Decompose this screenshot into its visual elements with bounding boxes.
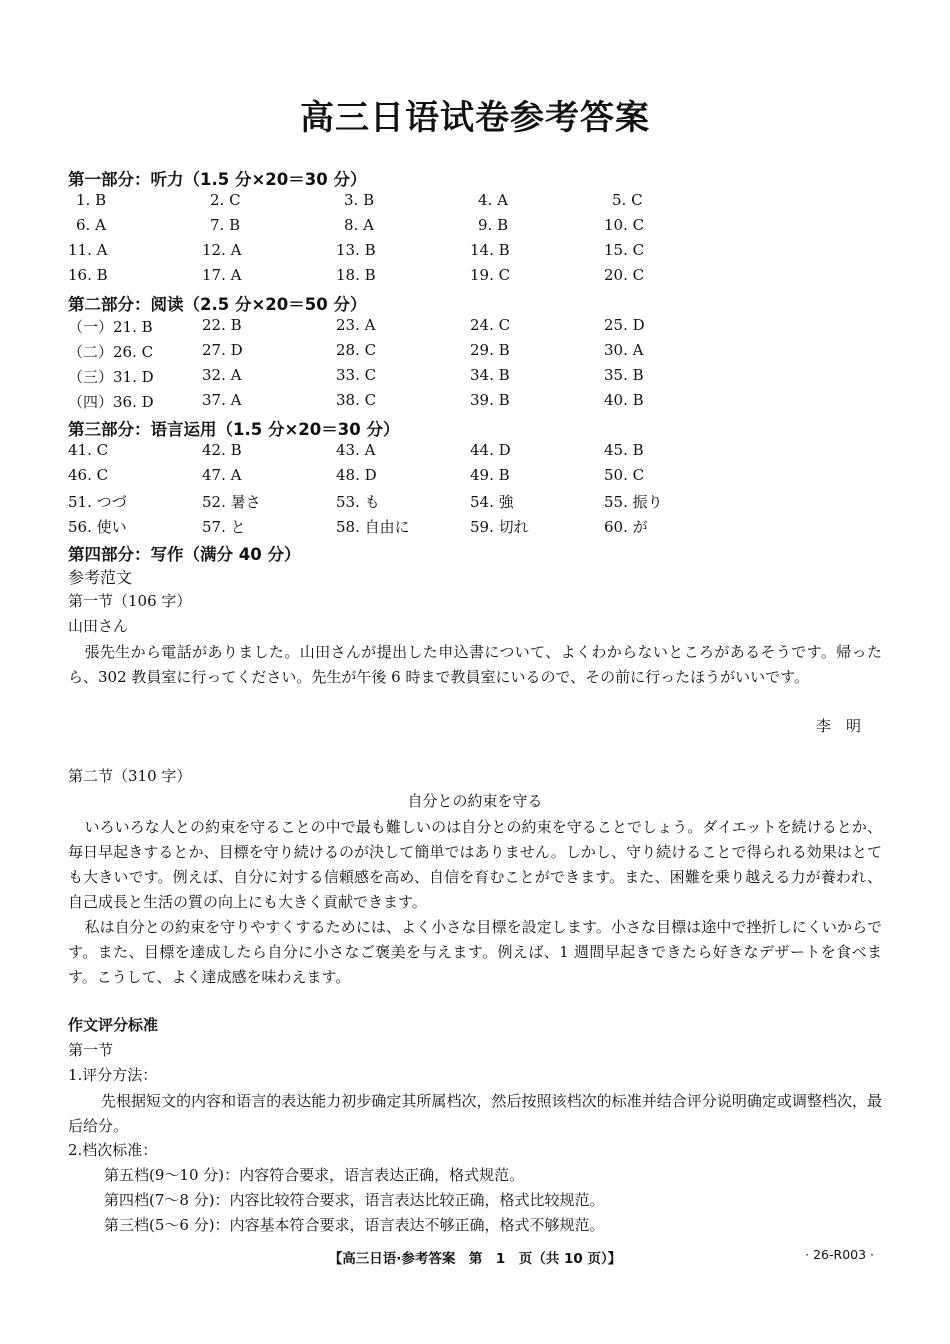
answer-item: 39. B	[470, 391, 510, 409]
page-footer: 【高三日语·参考答案 第 1 页（共 10 页）】	[328, 1251, 622, 1267]
answer-item: 5. C	[612, 191, 643, 209]
answer-item: 52. 暑さ	[202, 493, 261, 511]
answer-item: 2. C	[210, 191, 241, 209]
answer-item: 60. が	[604, 518, 648, 536]
answer-item: 14. B	[470, 241, 510, 259]
answer-item: 44. D	[470, 441, 511, 459]
answer-item: 29. B	[470, 341, 510, 359]
grading-heading: 作文评分标准	[68, 1016, 159, 1034]
answer-item: （四）36. D	[68, 393, 154, 411]
answer-item: 48. D	[336, 466, 377, 484]
memo-body: 張先生から電話がありました。山田さんが提出した申込書について、よくわからないところがあるそうです。帰ったら、302 教員室に行ってください。先生が午後 6 時まで教員室にいるので、その前に行ったほうがいいです。	[68, 643, 882, 686]
answer-item: 27. D	[202, 341, 243, 359]
answer-item: 13. B	[336, 241, 376, 259]
answer-item: 57. と	[202, 518, 246, 536]
answer-item: 46. C	[68, 466, 109, 484]
part1-heading: 第一部分：听力（1.5 分×20＝30 分）	[68, 170, 367, 189]
answer-item: 4. A	[478, 191, 508, 209]
answer-item: 11. A	[68, 241, 108, 259]
answer-item: 41. C	[68, 441, 109, 459]
answer-item: 1. B	[76, 191, 107, 209]
page-title: 高三日语试卷参考答案	[300, 98, 650, 138]
answer-item: 50. C	[604, 466, 645, 484]
grading-section-label: 第一节	[68, 1041, 114, 1059]
essay-title: 自分との約束を守る	[407, 792, 543, 810]
sample-essay-label: 参考范文	[68, 568, 133, 587]
part3-heading: 第三部分：语言运用（1.5 分×20＝30 分）	[68, 420, 400, 439]
document-code: · 26-R003 ·	[805, 1247, 874, 1262]
answer-item: 30. A	[604, 341, 644, 359]
answer-item: 8. A	[344, 216, 374, 234]
section2-label: 第二节（310 字）	[68, 767, 192, 785]
part4-heading: 第四部分：写作（满分 40 分）	[68, 545, 301, 564]
grading-method-text: 先根据短文的内容和语言的表达能力初步确定其所属档次，然后按照该档次的标准并结合评分说明确定或调整档次，最后给分。	[68, 1092, 882, 1135]
answer-item: （二）26. C	[68, 343, 154, 361]
answer-item: 16. B	[68, 266, 108, 284]
answer-item: 24. C	[470, 316, 511, 334]
answer-item: 59. 切れ	[470, 518, 529, 536]
section1-label: 第一节（106 字）	[68, 592, 192, 610]
part2-heading: 第二部分：阅读（2.5 分×20＝50 分）	[68, 295, 367, 314]
memo-signature: 李 明	[816, 717, 862, 735]
answer-item: 51. つづ	[68, 493, 127, 511]
answer-item: 32. A	[202, 366, 242, 384]
answer-item: 10. C	[604, 216, 645, 234]
memo-addressee: 山田さん	[68, 617, 129, 635]
answer-item: 33. C	[336, 366, 377, 384]
grading-method-label: 1.评分方法：	[68, 1066, 158, 1084]
answer-item: 53. も	[336, 493, 380, 511]
answer-item: 38. C	[336, 391, 377, 409]
answer-item: 25. D	[604, 316, 645, 334]
grading-level: 第三档(5～6 分)：内容基本符合要求，语言表达不够正确，格式不够规范。	[104, 1216, 605, 1234]
answer-item: 43. A	[336, 441, 376, 459]
answer-item: 20. C	[604, 266, 645, 284]
essay-paragraph: 私は自分との約束を守りやすくするためには、よく小さな目標を設定します。小さな目標は途中で挫折しにくいからです。また、目標を達成したら自分に小さなご褒美を与えます。例えば、1 週間早起きできたら好きなデザートを食べます。こうして、よく達成感を味わえます。	[68, 918, 882, 986]
answer-item: 23. A	[336, 316, 376, 334]
answer-item: 58. 自由に	[336, 518, 410, 536]
answer-item: 42. B	[202, 441, 242, 459]
answer-item: 15. C	[604, 241, 645, 259]
answer-item: 40. B	[604, 391, 644, 409]
answer-item: （一）21. B	[68, 318, 153, 336]
grading-level: 第五档(9～10 分)：内容符合要求，语言表达正确，格式规范。	[104, 1166, 525, 1184]
answer-item: 9. B	[478, 216, 509, 234]
answer-item: 49. B	[470, 466, 510, 484]
answer-item: 18. B	[336, 266, 376, 284]
grading-levels-label: 2.档次标准：	[68, 1141, 158, 1159]
answer-item: 22. B	[202, 316, 242, 334]
answer-item: 17. A	[202, 266, 242, 284]
answer-item: 35. B	[604, 366, 644, 384]
answer-item: 56. 使い	[68, 518, 127, 536]
answer-item: 3. B	[344, 191, 375, 209]
answer-item: 7. B	[210, 216, 241, 234]
answer-item: 55. 振り	[604, 493, 663, 511]
answer-item: 37. A	[202, 391, 242, 409]
answer-item: 34. B	[470, 366, 510, 384]
grading-level: 第四档(7～8 分)：内容比较符合要求，语言表达比较正确，格式比较规范。	[104, 1191, 605, 1209]
answer-item: 47. A	[202, 466, 242, 484]
answer-item: 54. 強	[470, 493, 514, 511]
essay-paragraph: いろいろな人との約束を守ることの中で最も難しいのは自分との約束を守ることでしょう。ダイエットを続けるとか、毎日早起きするとか、目標を守り続けるのが決して簡単ではありません。しかし、守り続けることで得られる効果はとても大きいです。例えば、自分に対する信頼感を高め、自信を育むことができます。また、困難を乗り越える力が養われ、自己成長と生活の質の向上にも大きく貢献できます。	[68, 818, 882, 911]
answer-item: 45. B	[604, 441, 644, 459]
answer-item: 28. C	[336, 341, 377, 359]
answer-item: 12. A	[202, 241, 242, 259]
answer-item: 6. A	[76, 216, 106, 234]
answer-item: （三）31. D	[68, 368, 154, 386]
answer-item: 19. C	[470, 266, 511, 284]
